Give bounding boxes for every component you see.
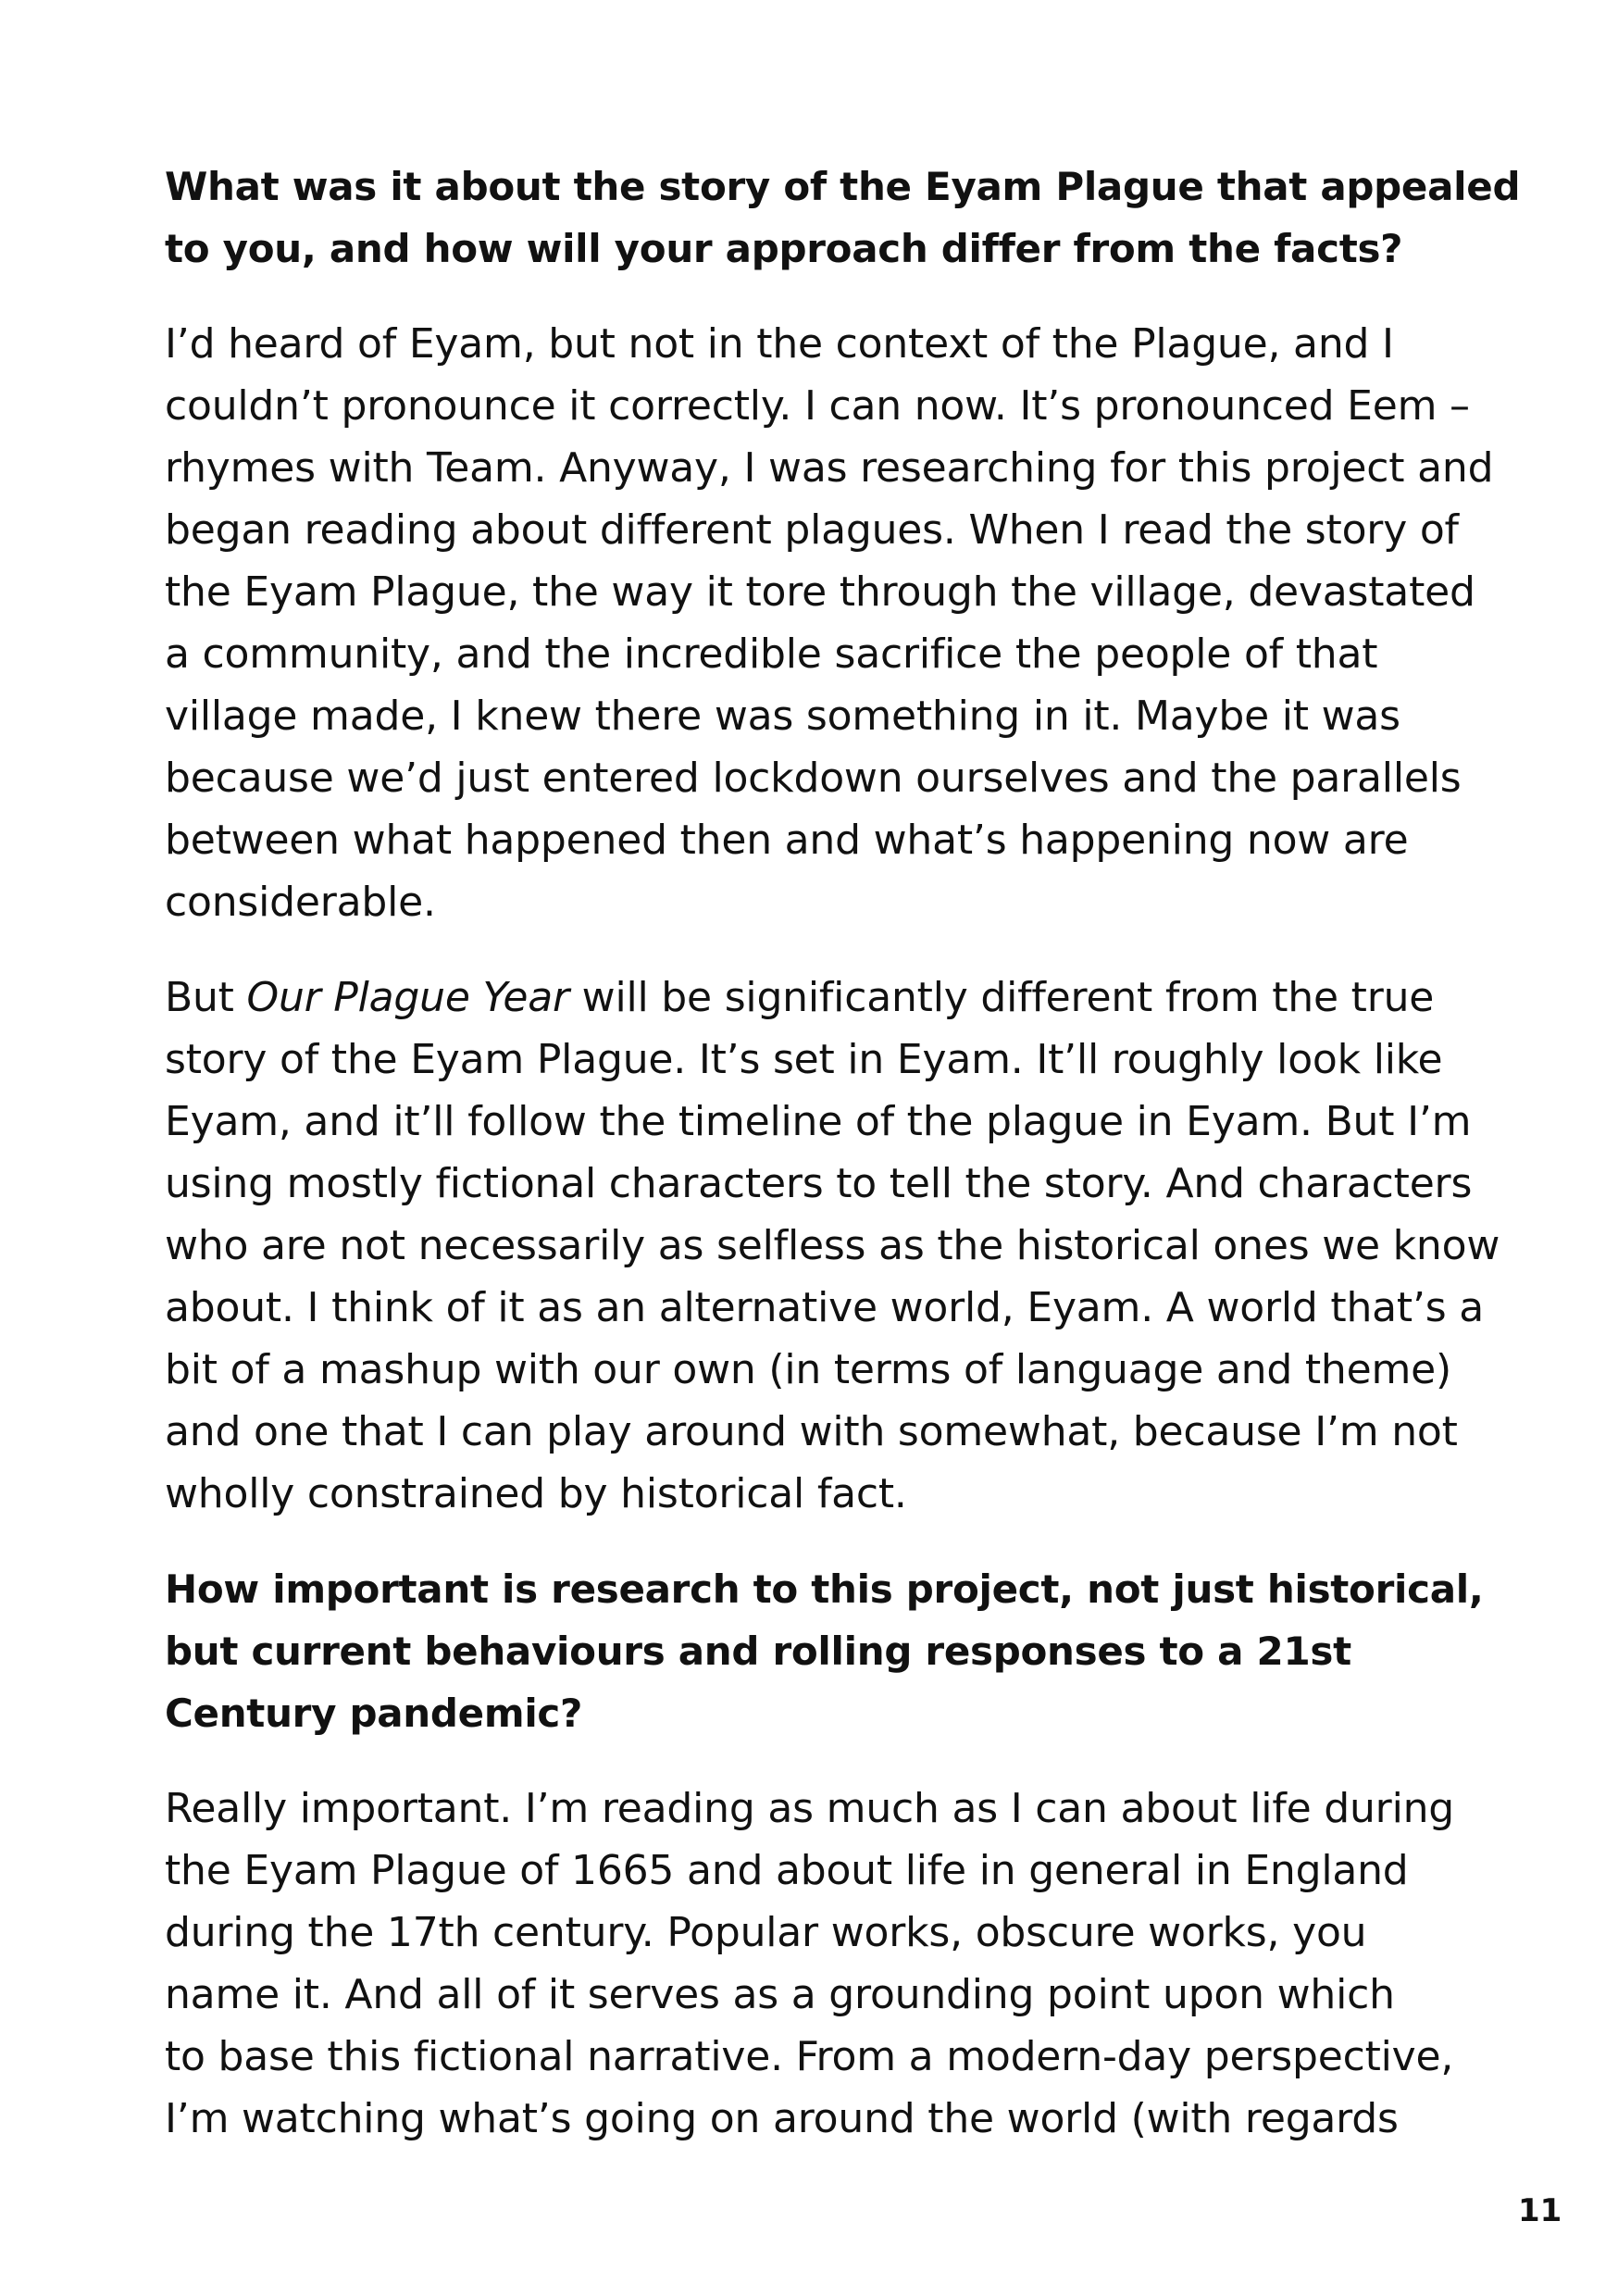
text-run: But	[165, 974, 247, 1021]
text-line: about. I think of it as an alternative world, Eyam. A world that’s a	[165, 1284, 1485, 1331]
text-line: name it. And all of it serves as a grounding point upon which	[165, 1971, 1395, 2018]
text-line: using mostly fictional characters to tell the story. And characters	[165, 1160, 1473, 1207]
answer-eyam-appeal-paragraph-2	[165, 967, 1500, 1525]
text-line: rhymes with Team. Anyway, I was researching for this project and	[165, 444, 1494, 492]
text-line: bit of a mashup with our own (in terms of language and theme)	[165, 1346, 1451, 1393]
page-content	[165, 156, 1521, 2150]
answer-research-importance	[165, 1778, 1479, 2150]
text-run: will be significantly different from the true	[568, 974, 1435, 1021]
text-line: a community, and the incredible sacrifice the people of that	[165, 630, 1378, 678]
text-line: I’m watching what’s going on around the world (with regards	[165, 2095, 1399, 2142]
text-line: because we’d just entered lockdown ourselves and the parallels	[165, 755, 1462, 802]
text-line: the Eyam Plague, the way it tore through the village, devastated	[165, 568, 1475, 616]
question-research-importance	[165, 1558, 1484, 1744]
text-line: who are not necessarily as selfless as the historical ones we know	[165, 1222, 1500, 1269]
text-line: couldn’t pronounce it correctly. I can now. It’s pronounced Eem –	[165, 382, 1470, 430]
text-line: wholly constrained by historical fact.	[165, 1470, 907, 1517]
text-line: between what happened then and what’s happening now are	[165, 817, 1409, 864]
text-line: Really important. I’m reading as much as I can about life during	[165, 1785, 1455, 1832]
text-line: but current behaviours and rolling responses to a 21st	[165, 1628, 1351, 1674]
text-line: and one that I can play around with somewhat, because I’m not	[165, 1408, 1458, 1455]
text-line: the Eyam Plague of 1665 and about life in general in England	[165, 1847, 1409, 1894]
text-line: Century pandemic?	[165, 1691, 583, 1736]
text-line: Eyam, and it’ll follow the timeline of the plague in Eyam. But I’m	[165, 1098, 1472, 1145]
text-line: began reading about different plagues. When I read the story of	[165, 506, 1459, 554]
text-line: to base this fictional narrative. From a modern-day perspective,	[165, 2033, 1454, 2080]
text-line: I’d heard of Eyam, but not in the context of the Plague, and I	[165, 320, 1394, 368]
text-line: story of the Eyam Plague. It’s set in Eyam. It’ll roughly look like	[165, 1036, 1443, 1083]
text-line: during the 17th century. Popular works, obscure works, you	[165, 1909, 1367, 1956]
text-line: How important is research to this project, not just historical,	[165, 1566, 1484, 1612]
text-line: to you, and how will your approach differ from the facts?	[165, 226, 1403, 271]
book-title: Our Plague Year	[246, 974, 569, 1021]
question-eyam-appeal	[165, 156, 1521, 280]
text-line: village made, I knew there was something in it. Maybe it was	[165, 693, 1400, 740]
text-line	[165, 967, 1479, 1029]
answer-eyam-appeal-paragraph-1	[165, 313, 1494, 933]
text-line: What was it about the story of the Eyam Plague that appealed	[165, 164, 1521, 209]
text-line: considerable.	[165, 879, 436, 926]
page-number: 11	[1518, 2192, 1562, 2229]
